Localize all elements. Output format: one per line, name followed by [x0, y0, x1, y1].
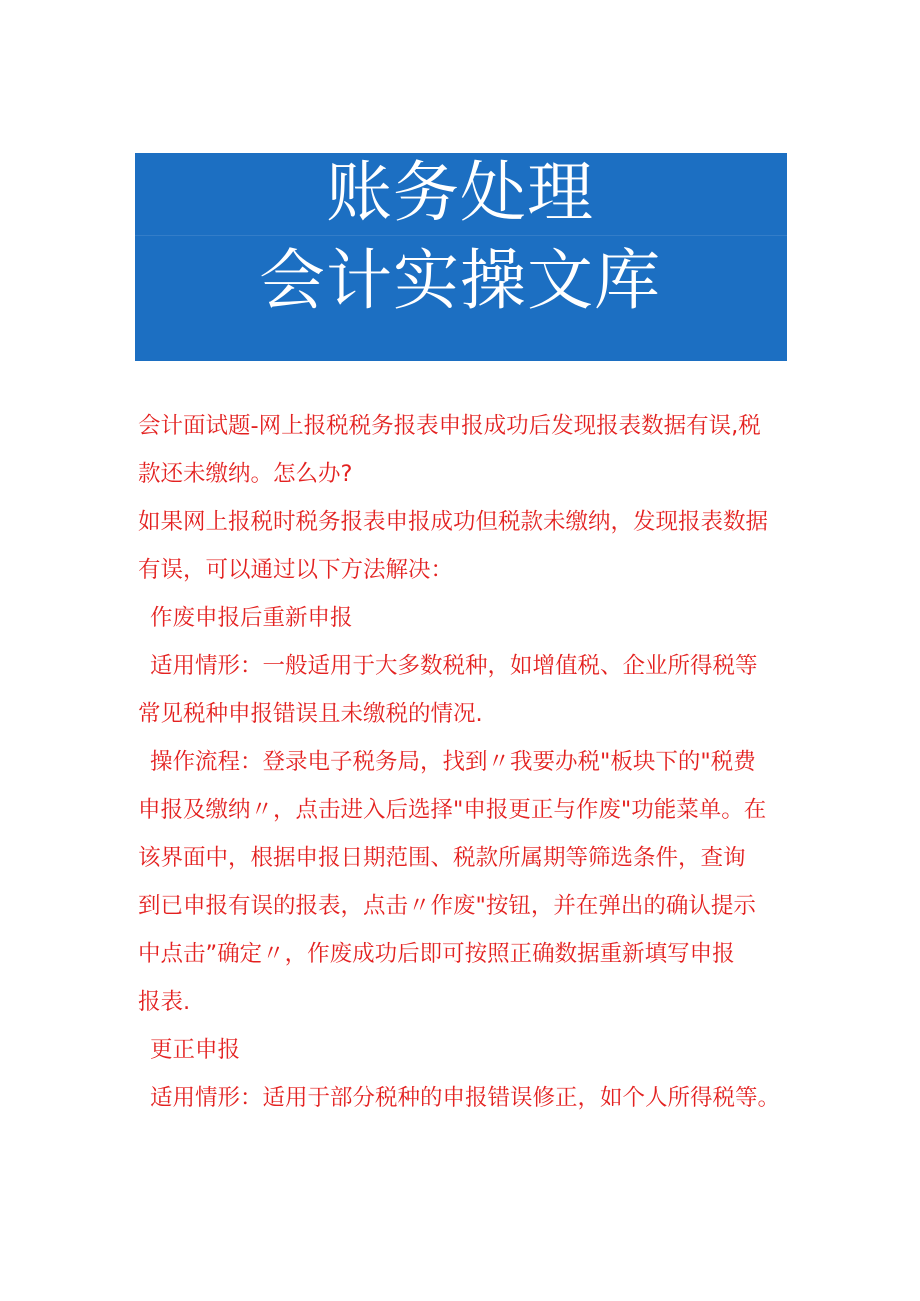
void-steps-line-4: 到已申报有误的报表，点击〃作废"按钮，并在弹出的确认提示	[138, 893, 756, 919]
void-scope-line-2: 常见税种申报错误且未缴税的情况.	[138, 701, 483, 727]
void-steps-line-3: 该界面中，根据申报日期范围、税款所属期等筛选条件，查询	[138, 845, 746, 871]
correction-scope-line: 适用情形：适用于部分税种的申报错误修正，如个人所得税等。	[150, 1085, 781, 1111]
void-steps-line-1: 操作流程：登录电子税务局，找到〃我要办税"板块下的"税费	[150, 749, 756, 775]
section-heading-void: 作废申报后重新申报	[150, 605, 353, 631]
void-scope-line-1: 适用情形：一般适用于大多数税种，如增值税、企业所得税等	[150, 653, 758, 679]
banner-title-line1: 账务处理	[326, 154, 594, 231]
answer-intro-line-1: 如果网上报税时税务报表申报成功但税款未缴纳，发现报表数据	[138, 509, 769, 535]
void-steps-line-5: 中点击”确定〃，作废成功后即可按照正确数据重新填写申报	[138, 941, 735, 967]
void-steps-line-2: 申报及缴纳〃，点击进入后选择"申报更正与作废"功能菜单。在	[138, 797, 767, 823]
answer-intro-line-2: 有误，可以通过以下方法解决：	[138, 557, 454, 583]
banner-title-line2: 会计实操文库	[259, 242, 661, 319]
section-heading-correction: 更正申报	[150, 1037, 241, 1063]
void-steps-line-6: 报表.	[138, 989, 191, 1015]
question-line-1: 会计面试题-网上报税税务报表申报成功后发现报表数据有误,税	[138, 413, 761, 439]
document-body	[138, 402, 788, 1122]
banner-divider	[135, 235, 787, 236]
question-line-2: 款还未缴纳。怎么办?	[138, 461, 353, 487]
